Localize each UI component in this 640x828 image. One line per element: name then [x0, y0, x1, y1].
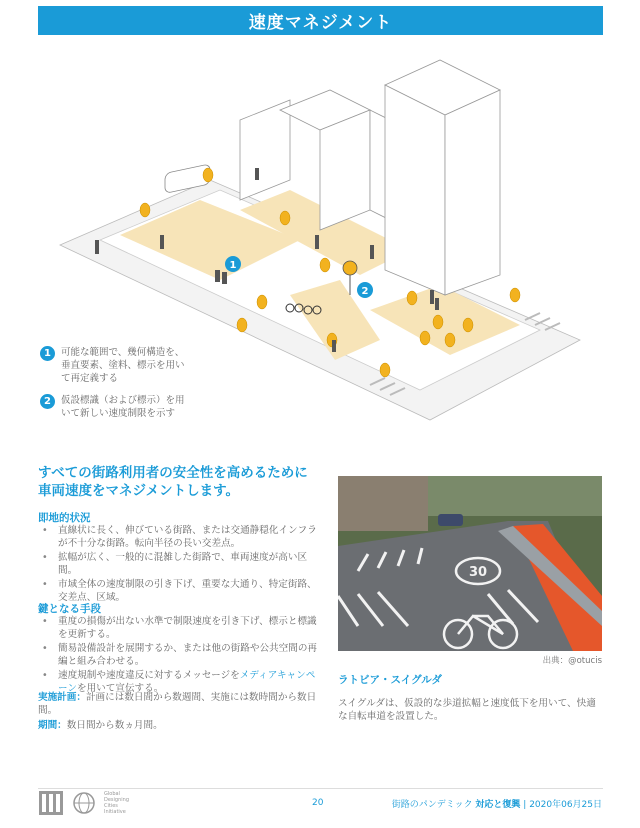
- list-item: • 重度の損傷が出ない水準で制限速度を引き下げ、標示と標識を更新する。: [38, 615, 318, 641]
- page-number: 20: [312, 798, 324, 808]
- svg-text:1: 1: [229, 260, 237, 271]
- legend-badge-2: 2: [40, 394, 55, 409]
- page-header: [38, 6, 603, 35]
- plan-paragraph: [38, 691, 323, 717]
- lede-heading: すべての街路利用者の安全性を高めるために車両速度をマネジメントします。: [38, 465, 308, 499]
- legend-item-1: [40, 346, 190, 385]
- list-item: • 市域全体の速度制限の引き下げ、重要な大通り、特定街路、交差点、区域。: [38, 578, 318, 604]
- photo-title: ラトビア・スイグルダ: [338, 674, 442, 686]
- legend-text-1: 可能な範囲で、幾何構造を、垂直要素、塗料、標示を用いて再定義する: [61, 347, 185, 384]
- photo-description: スイグルダは、仮設的な歩道拡幅と速度低下を用いて、快適な自転車道を設置した。: [338, 698, 596, 722]
- gdci-logo-text: Global Designing Cities Initiative: [104, 791, 129, 815]
- legend-item-2: [40, 394, 190, 420]
- list-item: • 速度規制や速度違反に対するメッセージをメディアキャンペーンを用いて宣伝する。: [38, 669, 318, 695]
- street-photo: [338, 476, 602, 651]
- period-paragraph: [38, 719, 323, 732]
- legend-badge-1: 1: [40, 346, 55, 361]
- svg-text:2: 2: [361, 286, 369, 297]
- media-campaign-link[interactable]: メディアキャンペーン: [58, 670, 316, 694]
- speed-marking: 30: [468, 565, 488, 580]
- gdci-logo-icon: [72, 791, 96, 815]
- keys-heading: 鍵となる手段: [38, 603, 101, 615]
- footer-series: 街路のパンデミック 対応と復興 | 2020年06月25日: [391, 800, 602, 810]
- footer-logos: [38, 790, 138, 816]
- page-title: 速度マネジメント: [248, 13, 393, 33]
- keys-list: [38, 615, 318, 696]
- period-text: 数日間から数ヵ月間。: [66, 720, 163, 731]
- nacto-logo: [38, 790, 64, 816]
- list-item: • 拡幅が広く、一般的に混雑した街路で、車両速度が高い区間。: [38, 551, 318, 577]
- legend-text-2: 仮設標識（および標示）を用いて新しい速度制限を示す: [61, 395, 185, 419]
- list-item: • 簡易設備設計を展開するか、または他の街路や公共空間の再編と組み合わせる。: [38, 642, 318, 668]
- plan-label: 実施計画：: [38, 692, 86, 703]
- list-item: • 直線状に長く、伸びている街路、または交通静穏化インフラが不十分な街路。転向半径の長い交差点。: [38, 524, 318, 550]
- immediate-list: [38, 524, 318, 605]
- photo-credit: 出典：@otucis: [542, 656, 602, 666]
- footer-divider: [38, 788, 603, 789]
- period-label: 期間：: [38, 720, 67, 731]
- plan-text: 計画には数日間から数週間、実施には数時間から数日間。: [38, 692, 317, 716]
- immediate-heading: 即地的状況: [38, 512, 91, 524]
